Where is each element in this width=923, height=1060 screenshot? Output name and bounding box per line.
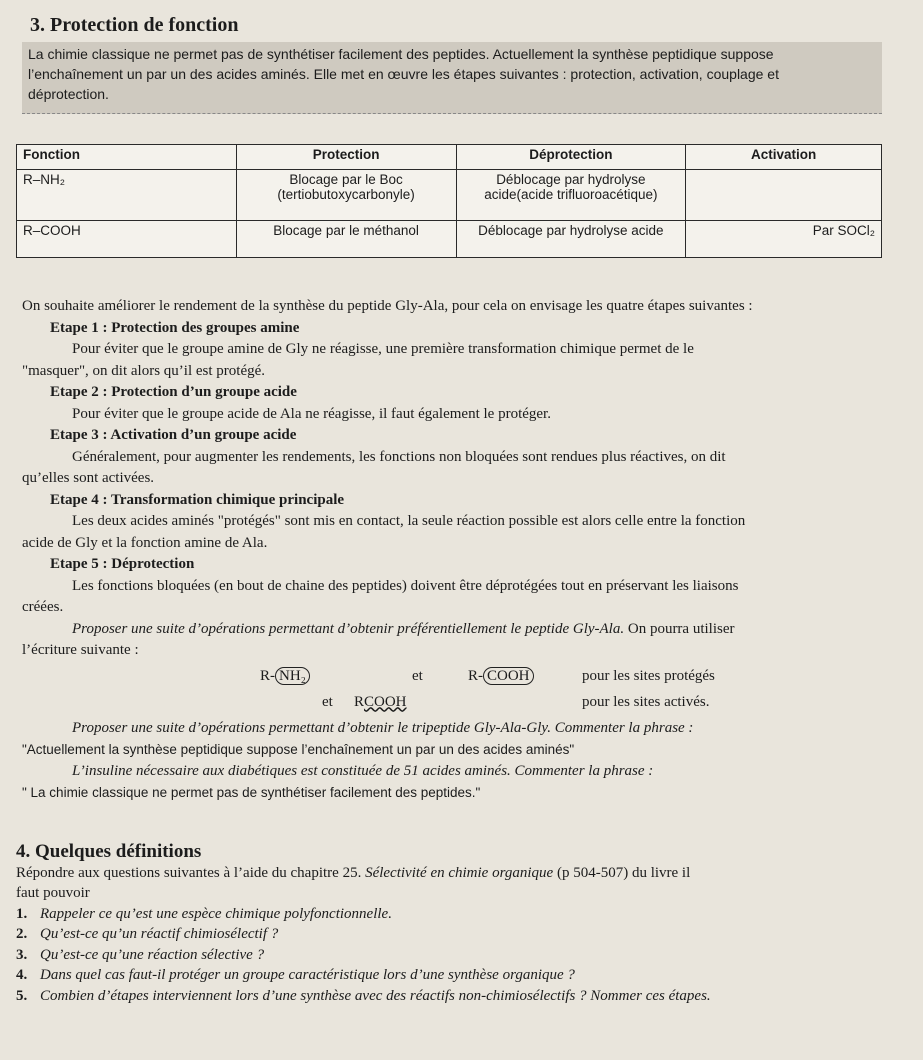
insulin-question: L’insuline nécessaire aux diabétiques est constituée de 51 acides aminés. Commenter la phrase :: [72, 762, 654, 779]
cell-fonction: R–NH₂: [17, 170, 237, 221]
intro-box: [22, 42, 882, 114]
section-4: [16, 842, 896, 1006]
header-fonction: Fonction: [17, 145, 237, 170]
intro-line: l’enchaînement un par un des acides aminés. Elle met en œuvre les étapes suivantes : protection, activation, couplage et: [28, 66, 779, 82]
cell-activation: [686, 170, 882, 221]
protection-table: [16, 144, 882, 258]
list-item: 3. Qu’est-ce qu’une réaction sélective ?: [16, 946, 265, 963]
step-title: Etape 1 : Protection des groupes amine: [50, 319, 300, 336]
cell-protection: Blocage par le Boc (tertiobutoxycarbonyle): [236, 170, 456, 221]
et-label: et: [412, 667, 423, 684]
quote-2: " La chimie classique ne permet pas de synthétiser facilement des peptides.": [22, 785, 481, 800]
list-item: 5. Combien d’étapes interviennent lors d’une synthèse avec des réactifs non-chimiosélectifs ? Nommer ces étapes.: [16, 987, 711, 1004]
step-text: créées.: [22, 599, 64, 615]
header-deprotection: Déprotection: [456, 145, 686, 170]
question-propose-1: Proposer une suite d’opérations permettant d’obtenir préférentiellement le peptide Gly-Ala. On pourra utiliser: [72, 620, 735, 637]
step-title: Etape 5 : Déprotection: [50, 556, 195, 572]
question-propose-1-cont: l’écriture suivante :: [22, 642, 139, 658]
cell-protection: Blocage par le méthanol: [236, 221, 456, 258]
section-4-intro: Répondre aux questions suivantes à l’aide du chapitre 25. Sélectivité en chimie organique (p 504-507) du livre il: [16, 864, 691, 881]
et-label: et: [322, 693, 333, 710]
quote-1: "Actuellement la synthèse peptidique suppose l’enchaînement un par un des acides aminés": [22, 742, 575, 757]
step-text: "masquer", on dit alors qu’il est protégé.: [22, 362, 266, 379]
table-header-row: [17, 145, 882, 170]
step-text: Pour éviter que le groupe amine de Gly ne réagisse, une première transformation chimique permet de le: [72, 341, 694, 357]
intro-line: déprotection.: [28, 86, 109, 102]
intro-line: La chimie classique ne permet pas de synthétiser facilement des peptides. Actuellement la synthèse peptidique suppose: [28, 46, 774, 62]
section-4-title: 4. Quelques définitions: [16, 841, 202, 862]
step-title: Etape 4 : Transformation chimique principale: [50, 491, 345, 508]
table-row: [17, 221, 882, 258]
step-text: Pour éviter que le groupe acide de Ala ne réagisse, il faut également le protéger.: [72, 405, 551, 422]
protected-acid: R- COOH: [468, 666, 534, 688]
cell-fonction: R–COOH: [17, 221, 237, 258]
section-4-intro-cont: faut pouvoir: [16, 885, 90, 901]
cell-deprotection: Déblocage par hydrolyse acide(acide trifluoroacétique): [456, 170, 686, 221]
step-title: Etape 2 : Protection d’un groupe acide: [50, 384, 297, 400]
definition-questions: [16, 904, 896, 1007]
activated-sites-label: pour les sites activés.: [582, 693, 710, 710]
table-row: [17, 170, 882, 221]
step-text: acide de Gly et la fonction amine de Ala.: [22, 534, 268, 551]
step-text: qu’elles sont activées.: [22, 470, 155, 486]
protected-amine: R- NH₂: [260, 666, 310, 688]
step-title: Etape 3 : Activation d’un groupe acide: [50, 427, 297, 443]
cell-activation: Par SOCl₂: [686, 221, 882, 258]
step-text: Généralement, pour augmenter les rendements, les fonctions non bloquées sont rendues plus réactives, on dit: [72, 448, 726, 465]
notation-legend: [22, 662, 902, 718]
list-item: 1. Rappeler ce qu’est une espèce chimique polyfonctionnelle.: [16, 905, 392, 922]
exercise-body: [22, 296, 902, 804]
protected-sites-label: pour les sites protégés: [582, 667, 715, 684]
section-3-title: 3. Protection de fonction: [30, 14, 239, 36]
aim-sentence: On souhaite améliorer le rendement de la synthèse du peptide Gly-Ala, pour cela on envisage les quatre étapes suivantes :: [22, 298, 753, 314]
activated-acid: RCOOH: [354, 693, 407, 710]
list-item: 4. Dans quel cas faut-il protéger un groupe caractéristique lors d’une synthèse organique ?: [16, 967, 575, 983]
step-text: Les fonctions bloquées (en bout de chaine des peptides) doivent être déprotégées tout en préservant les liaisons: [72, 577, 739, 594]
header-protection: Protection: [236, 145, 456, 170]
cell-deprotection: Déblocage par hydrolyse acide: [456, 221, 686, 258]
list-item: 2. Qu’est-ce qu’un réactif chimiosélectif ?: [16, 926, 279, 942]
question-propose-2: Proposer une suite d’opérations permettant d’obtenir le tripeptide Gly-Ala-Gly. Commenter la phrase :: [72, 719, 694, 736]
header-activation: Activation: [686, 145, 882, 170]
step-text: Les deux acides aminés "protégés" sont mis en contact, la seule réaction possible est alors celle entre la fonction: [72, 513, 746, 529]
